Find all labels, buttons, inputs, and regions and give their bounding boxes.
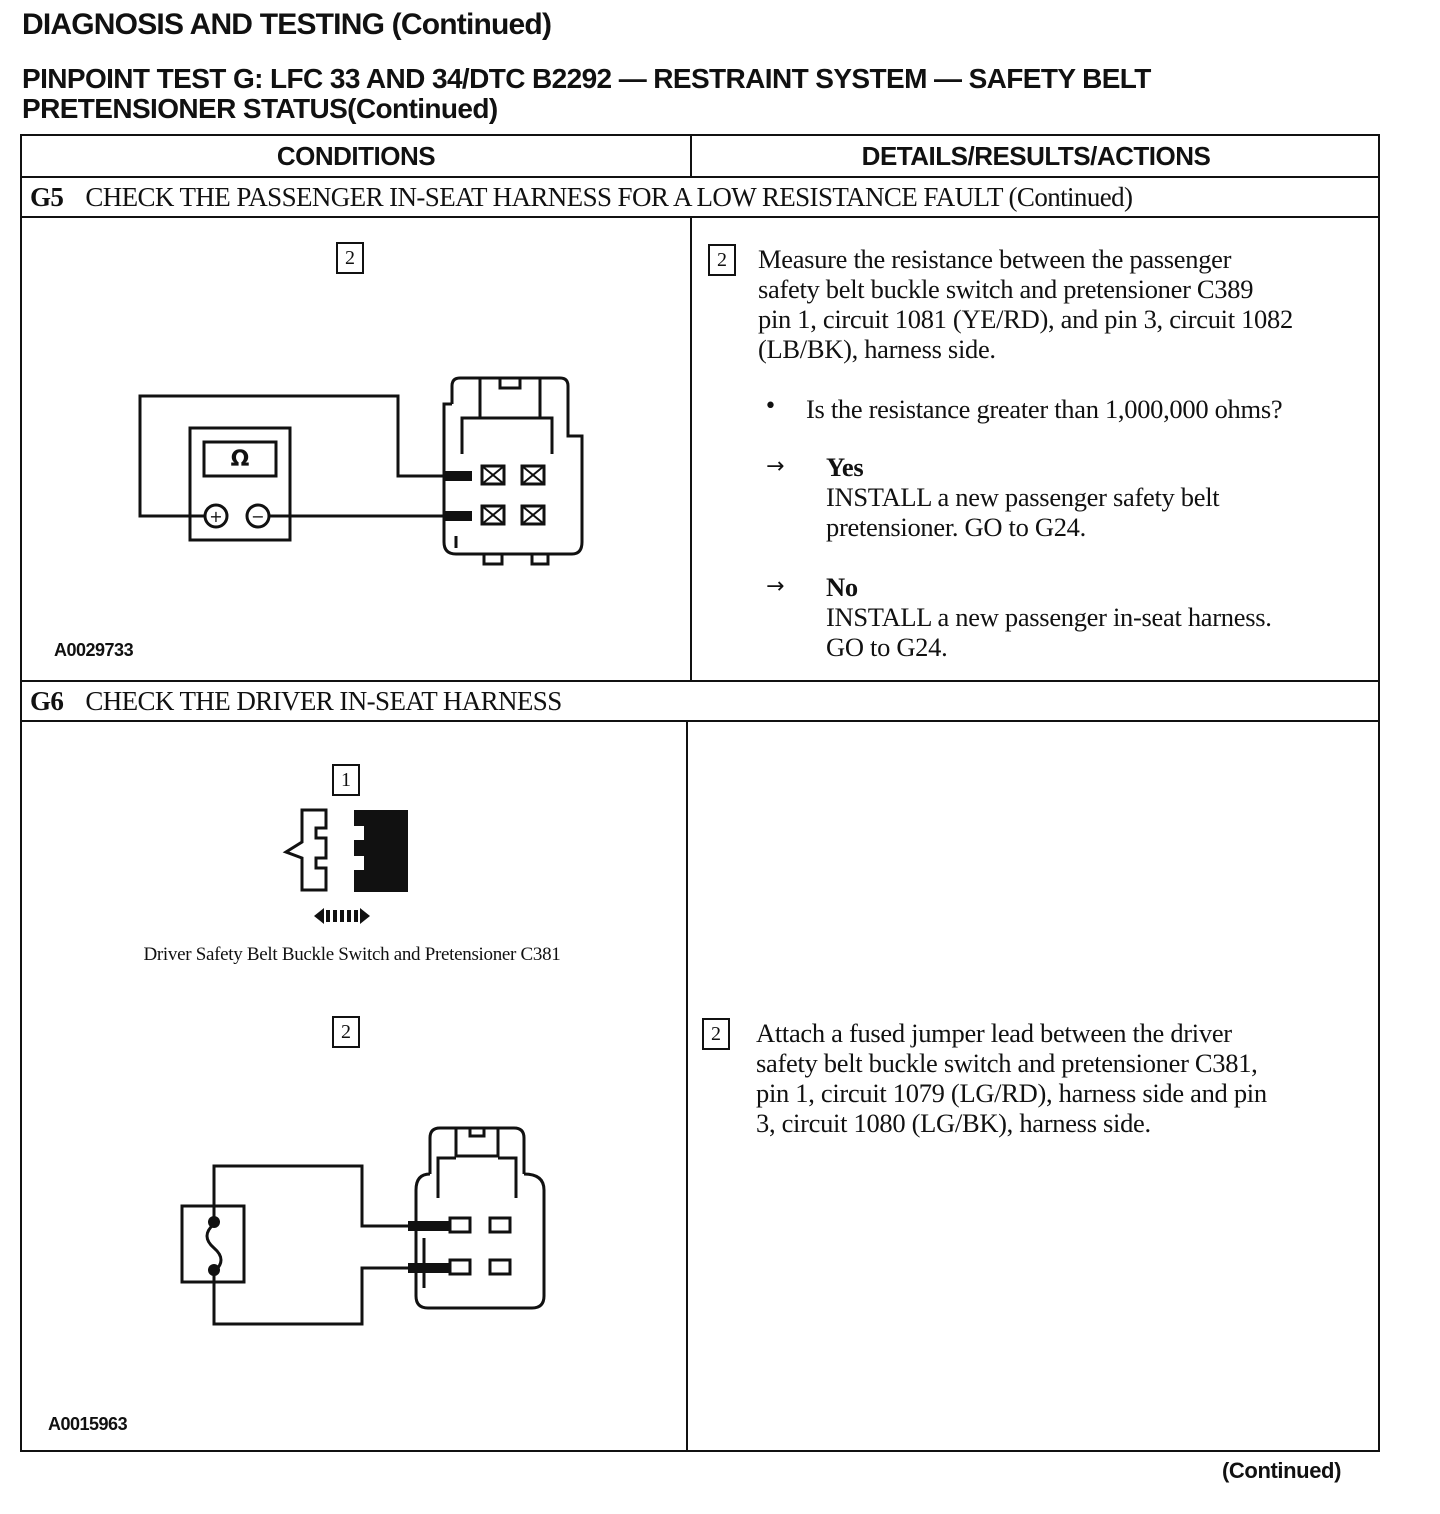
g5-instructions [758,244,1378,364]
step-id: G6 [30,686,64,716]
divider [22,720,1378,722]
step-title: CHECK THE PASSENGER IN-SEAT HARNESS FOR A LOW RESISTANCE FAULT (Continued) [85,182,1133,212]
question-text: Is the resistance greater than 1,000,000 ohms? [806,394,1283,424]
detail-step-box: 2 [708,244,736,276]
figure-id: A0029733 [54,640,134,660]
action-line: INSTALL a new passenger in-seat harness. [826,602,1272,632]
jumper-lead-diagram [172,1118,572,1338]
step-id: G5 [30,182,64,212]
divider [686,722,688,1452]
no-label: No [826,572,858,602]
figure-id: A0015963 [48,1414,128,1434]
divider [22,216,1378,218]
ohmmeter-diagram [132,366,592,576]
pinpoint-test-title [22,64,1402,124]
action-line: pretensioner. GO to G24. [826,512,1086,542]
meter-minus-label: − [251,507,265,526]
instruction-line: pin 1, circuit 1079 (LG/RD), harness side and pin [756,1078,1267,1108]
step-title: CHECK THE DRIVER IN-SEAT HARNESS [85,686,562,716]
meter-plus-label: + [209,507,223,526]
instruction-line: Measure the resistance between the passenger [758,244,1232,274]
step-g6-header [30,682,562,720]
figure-step-box: 2 [336,242,364,274]
instruction-line: 3, circuit 1080 (LG/BK), harness side. [756,1108,1151,1138]
action-line: INSTALL a new passenger safety belt [826,482,1220,512]
meter-ohm-symbol: Ω [230,447,250,472]
divider [690,136,692,176]
figure-caption: Driver Safety Belt Buckle Switch and Pretensioner C381 [143,944,561,965]
test-title-line-1: PINPOINT TEST G: LFC 33 AND 34/DTC B2292 — RESTRAINT SYSTEM — SAFETY BELT [22,63,1151,94]
connector-disconnect-diagram [280,804,410,934]
no-action [826,602,1272,662]
instruction-line: (LB/BK), harness side. [758,334,996,364]
instruction-line: pin 1, circuit 1081 (YE/RD), and pin 3, circuit 1082 [758,304,1293,334]
divider [690,218,692,680]
yes-label: Yes [826,452,864,482]
figure-step-box: 1 [332,764,360,796]
g6-instructions [756,1018,1376,1138]
test-title-line-2: PRETENSIONER STATUS(Continued) [22,93,498,124]
column-header-details: DETAILS/RESULTS/ACTIONS [861,141,1211,171]
arrow-right-icon: → [766,454,785,479]
yes-action [826,482,1219,542]
page-header [22,6,1402,124]
bullet-icon: • [764,394,777,419]
figure-step-box: 2 [332,1016,360,1048]
instruction-line: Attach a fused jumper lead between the driver [756,1018,1232,1048]
instruction-line: safety belt buckle switch and pretensioner C389 [758,274,1254,304]
detail-step-box: 2 [702,1018,730,1050]
action-line: GO to G24. [826,632,948,662]
pinpoint-test-table [20,134,1380,1452]
step-g5-header [30,178,1132,216]
column-header-conditions: CONDITIONS [276,141,436,171]
section-title: DIAGNOSIS AND TESTING (Continued) [22,8,552,41]
continued-label: (Continued) [1222,1458,1342,1483]
arrow-right-icon: → [766,574,785,599]
instruction-line: safety belt buckle switch and pretensioner C381, [756,1048,1258,1078]
